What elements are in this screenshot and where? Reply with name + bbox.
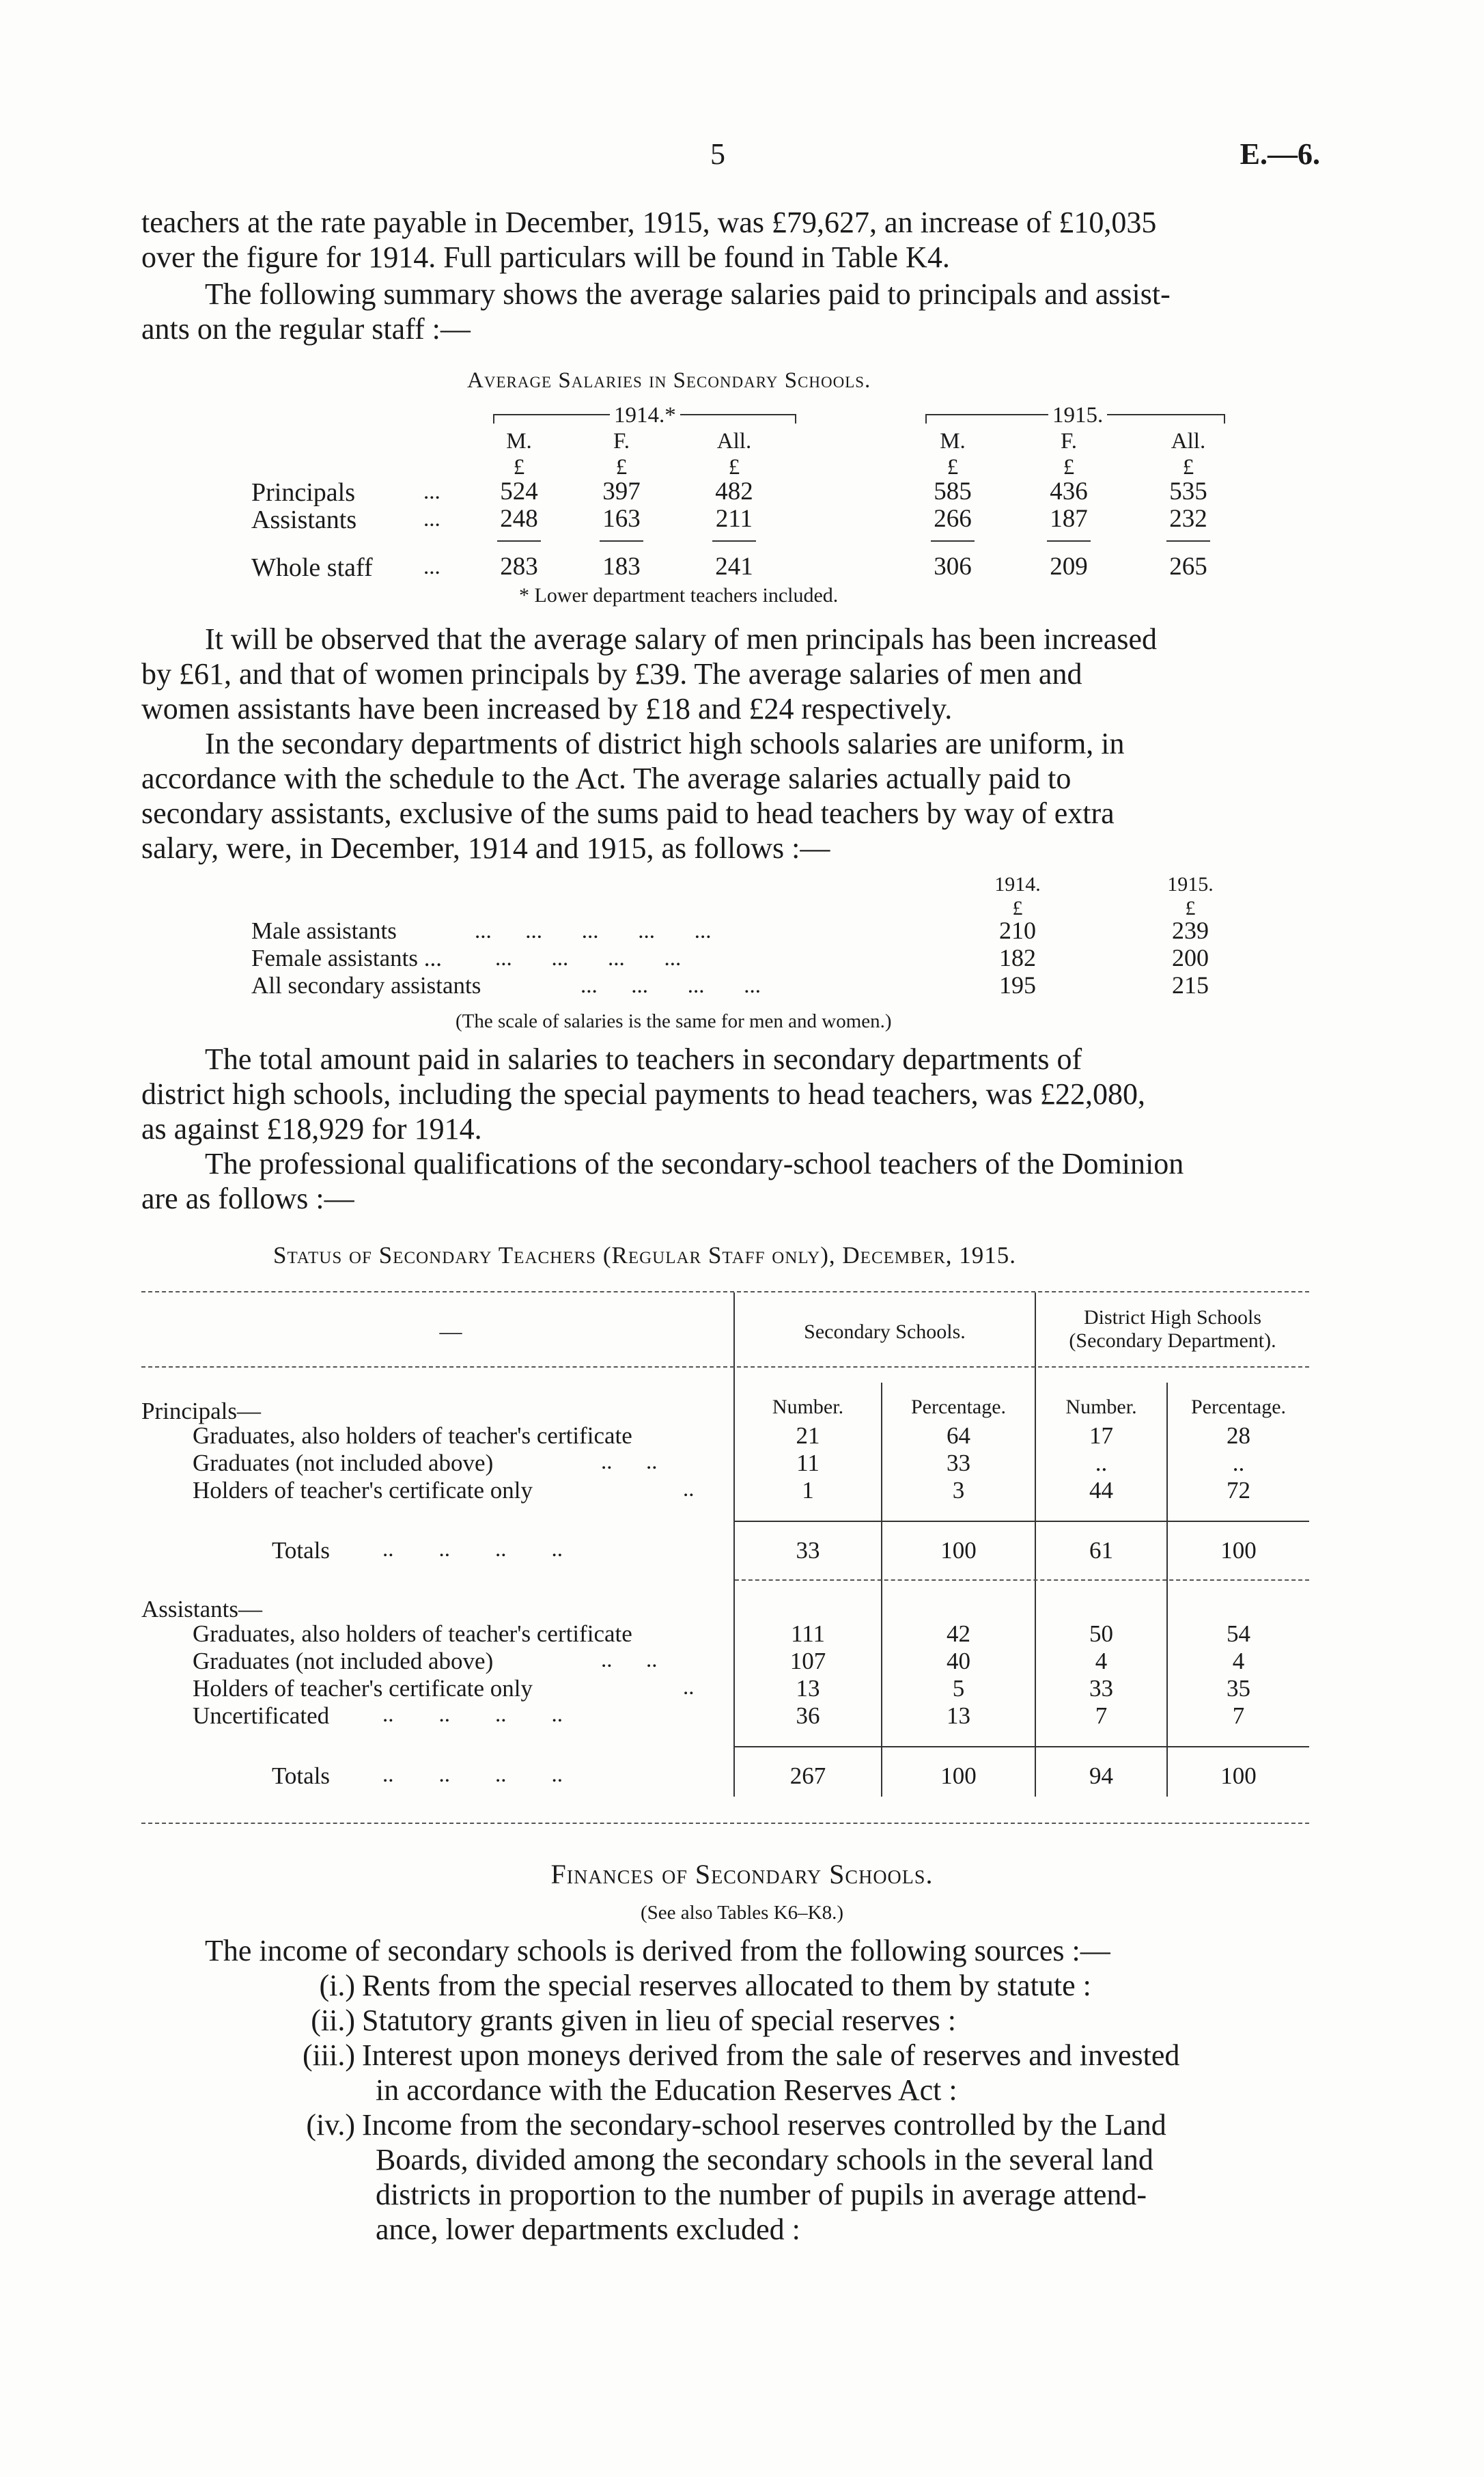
source-item-number: (i.) [319, 1969, 355, 2002]
status-cell: 1 [802, 1477, 814, 1504]
avg-col-header: F. [1061, 429, 1077, 454]
status-total-cell: 100 [1220, 1537, 1257, 1564]
avg-cell: 482 [715, 478, 753, 506]
status-row-label: Holders of teacher's certificate only [193, 1477, 533, 1504]
avg-unit-symbol: £ [728, 455, 740, 480]
dhs-cell: 182 [999, 944, 1036, 971]
avg-row-leader: ... [423, 480, 440, 504]
year-1915-label: 1915. [1048, 402, 1107, 429]
status-row-label: Graduates, also holders of teacher's certificate [193, 1620, 632, 1647]
principals-section-rule [735, 1579, 1309, 1581]
status-cell: 54 [1227, 1620, 1250, 1647]
status-row-label: Graduates (not included above) [193, 1648, 494, 1674]
avg-total-leader: ... [423, 555, 440, 579]
avg-sum-rule [712, 540, 756, 542]
avg-total-cell: 241 [715, 553, 753, 581]
para3-line-3: secondary assistants, exclusive of the sums paid to head teachers by way of extra [141, 797, 1115, 830]
status-cell: .. [1095, 1450, 1108, 1476]
status-total-cell: 100 [940, 1537, 977, 1564]
para5-line-1: The professional qualifications of the secondary-school teachers of the Dominion [205, 1147, 1184, 1180]
status-cell: 13 [947, 1702, 970, 1729]
para2-line-2: by £61, and that of women principals by £39. The average salaries of men and [141, 657, 1082, 691]
status-total-cell: 100 [940, 1762, 977, 1789]
avg-cell: 436 [1050, 478, 1088, 506]
avg-col-header: All. [716, 429, 752, 454]
dhs-cell: 210 [999, 917, 1036, 944]
status-cell: 7 [1232, 1702, 1245, 1729]
dhs-cell: 239 [1172, 917, 1209, 944]
status-header-rule [141, 1366, 1309, 1368]
para3-line-2: accordance with the schedule to the Act. The average salaries actually paid to [141, 762, 1072, 795]
avg-cell: 585 [934, 478, 972, 506]
dhs-row-leader: ... ... ... ... ... [475, 919, 712, 943]
status-cell: 64 [947, 1422, 970, 1449]
status-subcol-header: Number. [772, 1396, 844, 1418]
source-item-line: Interest upon moneys derived from the sale of reserves and invested [362, 2038, 1180, 2072]
avg-unit-symbol: £ [1182, 455, 1194, 480]
status-cell: 11 [796, 1450, 820, 1476]
status-cell: 7 [1095, 1702, 1108, 1729]
avg-col-header: All. [1171, 429, 1206, 454]
status-cell: 44 [1089, 1477, 1113, 1504]
avg-col-header: F. [613, 429, 630, 454]
dhs-year-header: 1915. [1167, 873, 1214, 896]
avg-col-header: M. [940, 429, 966, 454]
status-table-bottom-rule [141, 1823, 1309, 1824]
status-row-leader: .. .. .. .. [382, 1537, 563, 1562]
avg-cell: 535 [1169, 478, 1207, 506]
status-cell: 72 [1227, 1477, 1250, 1504]
dhs-row-leader: ... ... ... ... [495, 946, 682, 971]
status-total-label: Totals [272, 1537, 331, 1564]
para2-line-3: women assistants have been increased by £18 and £24 respectively. [141, 692, 953, 725]
dhs-cell: 200 [1172, 944, 1209, 971]
avg-row-label: Assistants [251, 506, 357, 534]
avg-row-leader: ... [423, 507, 440, 531]
avg-cell: 248 [500, 505, 538, 533]
source-item-line: Rents from the special reserves allocated to them by statute : [362, 1969, 1091, 2002]
status-subcol-header: Percentage. [1190, 1396, 1287, 1418]
dhs-cell: 195 [999, 971, 1036, 999]
status-cell: 40 [947, 1648, 970, 1674]
document-code: E.—6. [1240, 137, 1320, 171]
intro-line-4: ants on the regular staff :— [141, 312, 471, 346]
status-cell: 107 [789, 1648, 826, 1674]
para3-line-4: salary, were, in December, 1914 and 1915, as follows :— [141, 831, 830, 865]
source-item-line: Income from the secondary-school reserves controlled by the Land [362, 2108, 1166, 2142]
avg-cell: 524 [500, 478, 538, 506]
avg-total-cell: 183 [602, 553, 641, 581]
status-row-label: Graduates (not included above) [193, 1450, 494, 1476]
status-cell: 36 [796, 1702, 820, 1729]
status-cell: 35 [1227, 1675, 1250, 1702]
avg-total-label: Whole staff [251, 553, 373, 582]
source-item-line: districts in proportion to the number of pupils in average attend- [376, 2178, 1147, 2211]
para5-line-2: are as follows :— [141, 1182, 354, 1215]
status-cell: 3 [952, 1477, 965, 1504]
avg-table-title: Average Salaries in Secondary Schools. [467, 368, 871, 393]
assistants-heading: Assistants— [141, 1596, 262, 1622]
para4-line-3: as against £18,929 for 1914. [141, 1112, 482, 1146]
status-total-cell: 61 [1089, 1537, 1113, 1564]
status-row-label: Graduates, also holders of teacher's certificate [193, 1422, 632, 1449]
avg-table-footnote: * Lower department teachers included. [519, 584, 839, 607]
avg-total-cell: 265 [1169, 553, 1207, 581]
intro-line-1: teachers at the rate payable in December, 1915, was £79,627, an increase of £10,035 [141, 206, 1157, 239]
para4-line-2: district high schools, including the special payments to head teachers, was £22,080, [141, 1077, 1146, 1111]
status-row-leader: .. .. .. .. [382, 1702, 563, 1727]
dhs-unit-symbol: £ [1012, 897, 1023, 919]
dhs-cell: 215 [1172, 971, 1209, 999]
avg-sum-rule [497, 540, 541, 542]
status-table-top-rule [141, 1291, 1309, 1292]
para2-line-1: It will be observed that the average salary of men principals has been increased [205, 622, 1157, 656]
avg-sum-rule [600, 540, 643, 542]
status-cell: 50 [1089, 1620, 1113, 1647]
avg-total-cell: 209 [1050, 553, 1088, 581]
status-cell: 21 [796, 1422, 820, 1449]
status-group-dhs-2: (Secondary Department). [1069, 1329, 1276, 1352]
avg-cell: 397 [602, 478, 641, 506]
avg-cell: 211 [715, 505, 753, 533]
source-item-line: in accordance with the Education Reserves Act : [376, 2073, 957, 2107]
status-cell: 42 [947, 1620, 970, 1647]
avg-unit-symbol: £ [947, 455, 959, 480]
status-cell: 28 [1227, 1422, 1250, 1449]
principals-total-rule [735, 1521, 1309, 1522]
status-row-leader: .. .. .. .. [382, 1762, 563, 1787]
avg-sum-rule [931, 540, 975, 542]
source-item-line: ance, lower departments excluded : [376, 2213, 800, 2246]
dhs-row-label: All secondary assistants [251, 972, 481, 999]
avg-col-header: M. [506, 429, 532, 454]
avg-sum-rule [1166, 540, 1210, 542]
status-total-cell: 33 [796, 1537, 820, 1564]
status-row-leader: .. [683, 1477, 695, 1502]
source-item-line: Boards, divided among the secondary schools in the several land [376, 2143, 1153, 2176]
status-row-label: Holders of teacher's certificate only [193, 1675, 533, 1702]
status-cell: .. [1232, 1450, 1245, 1476]
status-group-secondary: Secondary Schools. [804, 1320, 966, 1343]
status-cell: 111 [791, 1620, 825, 1647]
avg-cell: 187 [1050, 505, 1088, 533]
status-stub-header: — [439, 1320, 462, 1344]
finances-intro: The income of secondary schools is derived from the following sources :— [205, 1934, 1110, 1967]
principals-heading: Principals— [141, 1398, 261, 1424]
status-total-cell: 100 [1220, 1762, 1257, 1789]
status-row-leader: .. .. [601, 1450, 658, 1474]
status-table-title: Status of Secondary Teachers (Regular Staff only), December, 1915. [273, 1242, 1016, 1269]
para3-line-1: In the secondary departments of district high schools salaries are uniform, in [205, 727, 1125, 760]
intro-line-3: The following summary shows the average salaries paid to principals and assist- [205, 277, 1171, 311]
avg-cell: 266 [934, 505, 972, 533]
page-number: 5 [710, 137, 725, 171]
dhs-row-label: Male assistants [251, 917, 397, 944]
source-item-line: Statutory grants given in lieu of special reserves : [362, 2004, 956, 2037]
status-row-leader: .. .. [601, 1648, 658, 1672]
intro-line-2: over the figure for 1914. Full particulars will be found in Table K4. [141, 240, 950, 274]
dhs-unit-symbol: £ [1185, 897, 1196, 919]
avg-unit-symbol: £ [1063, 455, 1075, 480]
status-total-cell: 267 [789, 1762, 826, 1789]
status-subcol-header: Percentage. [910, 1396, 1007, 1418]
status-subcol-header: Number. [1065, 1396, 1137, 1418]
status-total-cell: 94 [1089, 1762, 1113, 1789]
dhs-year-header: 1914. [994, 873, 1041, 896]
avg-cell: 163 [602, 505, 641, 533]
dhs-row-label: Female assistants ... [251, 945, 442, 971]
source-item-number: (iii.) [303, 2038, 355, 2072]
avg-unit-symbol: £ [615, 455, 628, 480]
avg-row-label: Principals [251, 478, 355, 507]
status-group-dhs-1: District High Schools [1084, 1306, 1261, 1329]
para4-line-1: The total amount paid in salaries to teachers in secondary departments of [205, 1042, 1082, 1076]
status-cell: 4 [1095, 1648, 1108, 1674]
status-cell: 5 [952, 1675, 965, 1702]
status-cell: 33 [947, 1450, 970, 1476]
finances-title: Finances of Secondary Schools. [550, 1859, 934, 1890]
source-item-number: (iv.) [306, 2108, 355, 2142]
status-row-label: Uncertificated [193, 1702, 330, 1729]
dhs-row-leader: ... ... ... ... [580, 973, 761, 998]
status-cell: 17 [1089, 1422, 1113, 1449]
status-total-label: Totals [272, 1762, 331, 1789]
avg-unit-symbol: £ [513, 455, 525, 480]
dhs-table-note: (The scale of salaries is the same for men and women.) [456, 1010, 892, 1032]
avg-total-cell: 283 [500, 553, 538, 581]
finances-subtitle: (See also Tables K6–K8.) [640, 1902, 844, 1924]
year-1914-label: 1914.* [610, 402, 680, 429]
status-cell: 13 [796, 1675, 820, 1702]
assistants-total-rule [735, 1746, 1309, 1747]
avg-total-cell: 306 [934, 553, 972, 581]
status-cell: 33 [1089, 1675, 1113, 1702]
status-cell: 4 [1232, 1648, 1245, 1674]
avg-cell: 232 [1169, 505, 1207, 533]
avg-sum-rule [1047, 540, 1091, 542]
source-item-number: (ii.) [311, 2004, 355, 2037]
status-row-leader: .. [683, 1675, 695, 1700]
